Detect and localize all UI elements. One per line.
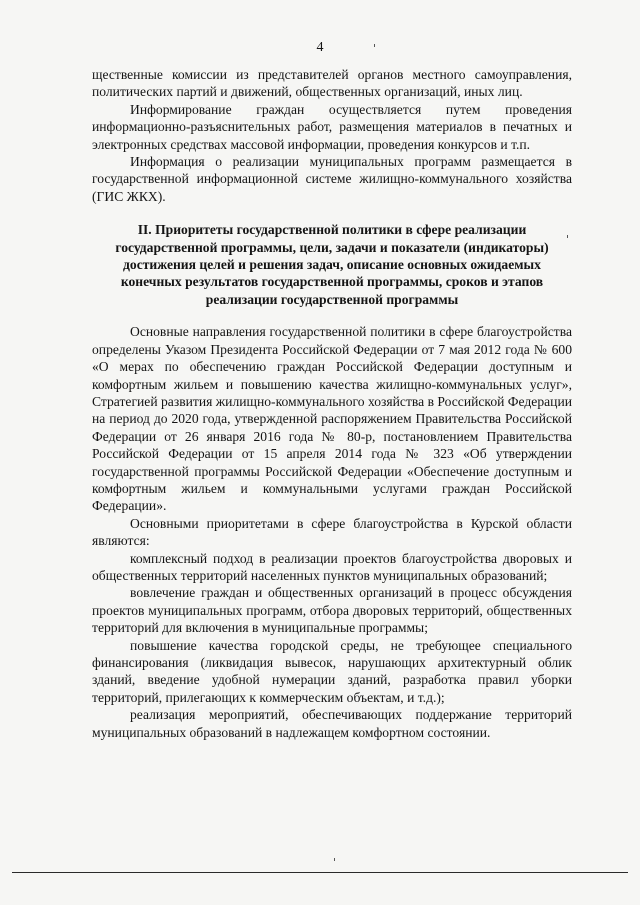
- paragraph-priorities-intro: Основными приоритетами в сфере благоустройства в Курской области являются:: [92, 515, 572, 549]
- list-item-priority-2: вовлечение граждан и общественных организаций в процесс обсуждения проектов муниципальных программ, отбора дворовых территорий, общественных территорий для включения в муниципальные программы;: [92, 585, 572, 636]
- document-body: [92, 66, 572, 741]
- scan-speck: [334, 858, 335, 861]
- list-item-priority-4: реализация мероприятий, обеспечивающих поддержание территорий муниципальных образований в надлежащем комфортном состоянии.: [92, 707, 572, 740]
- list-item-priority-3: повышение качества городской среды, не требующее специального финансирования (ликвидация вывесок, нарушающих архитектурный облик зданий, введение удобной нумерации зданий, разработка правил уборки территорий, прилегающих к коммерческим объектам, и т.д.);: [92, 637, 572, 705]
- section-heading: II. Приоритеты государственной политики в сфере реализации государственной программы, цели, задачи и показатели (индикаторы) достижения целей и решения задач, описание основных ожидаемых конечных результатов государственной программы, сроков и этапов реализации государственной программы: [115, 222, 549, 307]
- scan-speck: [374, 44, 375, 47]
- footer-rule: [12, 872, 628, 873]
- paragraph-continuation: щественные комиссии из представителей органов местного самоуправления, политических партий и движений, общественных организаций, иных лиц.: [92, 67, 572, 100]
- list-item-priority-1: комплексный подход в реализации проектов благоустройства дворовых и общественных территорий населенных пунктов муниципальных образований;: [92, 550, 572, 583]
- paragraph-directions: Основные направления государственной политики в сфере благоустройства определены Указом Президента Российской Федерации от 7 мая 2012 года № 600 «О мерах по обеспечению граждан Российской Федерации доступным и комфортным жильем и повышению качества жилищно-коммунальных услуг», Стратегией развития жилищно-коммунального хозяйства в Российской Федерации на период до 2020 года, утвержденной распоряжением Правительства Российской Федерации от 26 января 2016 года № 80-р, постановлением Правительства Российской Федерации от 15 апреля 2014 года № 323 «Об утверждении государственной программы Российской Федерации «Обеспечение доступным и комфортным жильем и коммунальными услугами граждан Российской Федерации».: [92, 324, 572, 514]
- page-number: 4: [316, 40, 324, 55]
- scan-speck: [567, 235, 568, 238]
- paragraph-gis: Информация о реализации муниципальных программ размещается в государственной информационной системе жилищно-коммунального хозяйства (ГИС ЖКХ).: [92, 154, 572, 204]
- paragraph-informing: Информирование граждан осуществляется путем проведения информационно-разъяснительных работ, размещения материалов в печатных и электронных средствах массовой информации, проведения конкурсов и т.п.: [92, 101, 572, 152]
